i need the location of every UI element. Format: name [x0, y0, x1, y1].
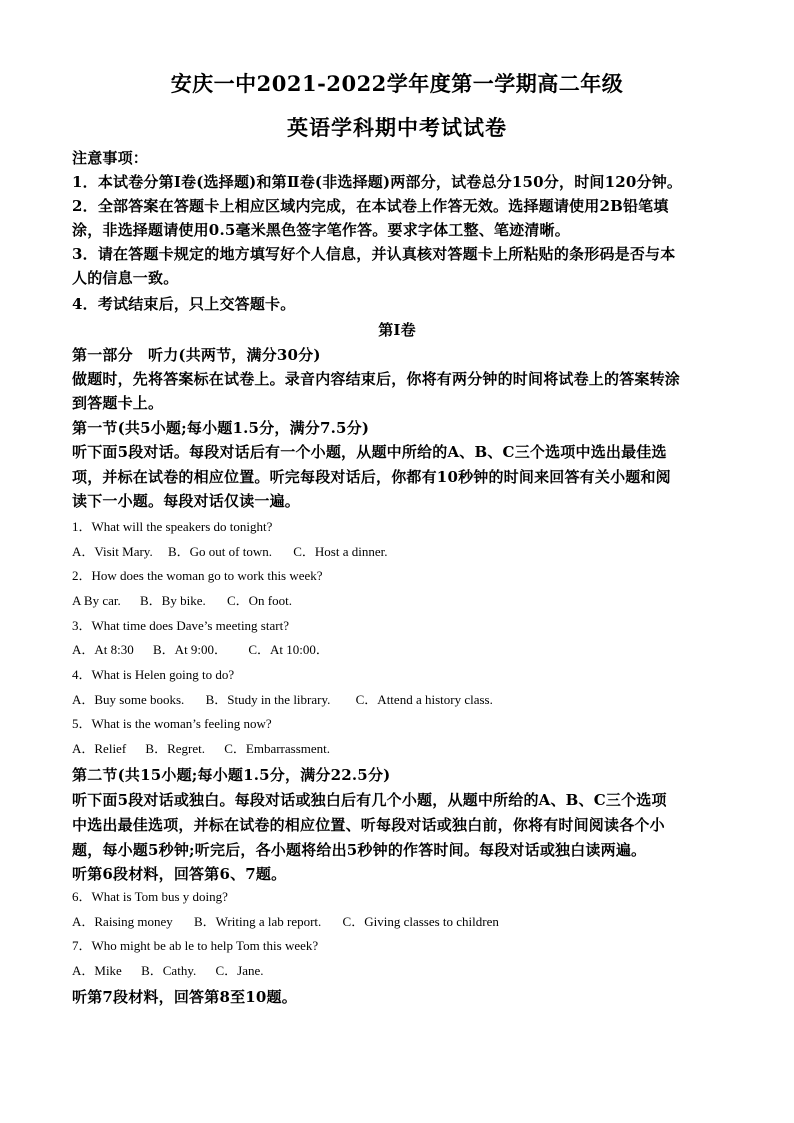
option-c: C．Giving classes to children — [342, 914, 499, 929]
question-text: 3．What time does Dave’s meeting start? — [72, 618, 289, 633]
option-b: B．Cathy. — [141, 963, 197, 978]
note-2b: 涂，非选择题请使用0.5毫米黑色签字笔作答。要求字体工整、笔迹清晰。 — [72, 221, 570, 239]
question-text: 2．How does the woman go to work this week? — [72, 568, 323, 583]
listen-instruction-7: 听第7段材料，回答第8至10题。 — [72, 988, 297, 1006]
question-options — [72, 640, 329, 660]
option-c: C．Jane. — [215, 963, 264, 978]
part1-heading: 第一部分 听力(共两节，满分30分) — [72, 346, 321, 364]
option-a: A．Buy some books. — [72, 692, 185, 707]
option-b: B．By bike. — [140, 593, 206, 608]
option-c: C．On foot. — [226, 593, 292, 608]
option-b: B．Go out of town. — [167, 544, 272, 559]
option-a: A．Mike — [72, 963, 122, 978]
exam-title-subject: 英语学科期中考试试卷 — [287, 115, 507, 140]
question-options — [72, 591, 292, 611]
option-c: C．Host a dinner. — [293, 544, 388, 559]
listen-instruction-6: 听第6段材料，回答第6、7题。 — [72, 865, 287, 883]
option-a: A By car. — [72, 593, 121, 608]
note-1: 1．本试卷分第Ⅰ卷(选择题)和第Ⅱ卷(非选择题)两部分，试卷总分150分，时间120分钟。 — [72, 173, 683, 191]
question-options — [72, 542, 387, 562]
section1-heading: 第一节(共5小题;每小题1.5分，满分7.5分) — [72, 419, 370, 437]
question-text: 4．What is Helen going to do? — [72, 667, 235, 682]
option-b: B．At 9:00． — [153, 642, 228, 657]
question-text: 7．Who might be ab le to help Tom this week? — [72, 938, 319, 953]
question-options — [72, 961, 264, 981]
question-options — [72, 912, 499, 932]
note-3b: 人的信息一致。 — [72, 269, 179, 287]
option-b: B．Study in the library. — [205, 692, 331, 707]
exam-title-school: 安庆一中2021-2022学年度第一学期高二年级 — [170, 71, 624, 96]
option-c: C．Attend a history class. — [355, 692, 493, 707]
question-options — [72, 690, 493, 710]
option-b: B．Regret. — [145, 741, 205, 756]
section1-intro-a: 听下面5段对话。每段对话后有一个小题，从题中所给的A、B、C三个选项中选出最佳选 — [72, 443, 667, 461]
notes-heading: 注意事项： — [72, 149, 149, 167]
option-a: A．At 8:30 — [72, 642, 134, 657]
part1-intro-a: 做题时，先将答案标在试卷上。录音内容结束后，你将有两分钟的时间将试卷上的答案转涂 — [72, 370, 681, 388]
option-a: A．Raising money — [72, 914, 173, 929]
question-options — [72, 739, 330, 759]
option-c: C．Embarrassment. — [224, 741, 331, 756]
option-b: B．Writing a lab report. — [194, 914, 322, 929]
section2-heading: 第二节(共15小题;每小题1.5分，满分22.5分) — [72, 766, 391, 784]
question-text: 1．What will the speakers do tonight? — [72, 519, 273, 534]
note-4: 4．考试结束后，只上交答题卡。 — [72, 295, 296, 313]
section2-intro-a: 听下面5段对话或独白。每段对话或独白后有几个小题，从题中所给的A、B、C三个选项 — [72, 791, 667, 809]
section2-intro-c: 题，每小题5秒钟;听完后，各小题将给出5秒钟的作答时间。每段对话或独白读两遍。 — [72, 841, 647, 859]
option-a: A．Relief — [72, 741, 127, 756]
section1-intro-c: 读下一小题。每段对话仅读一遍。 — [72, 492, 301, 510]
volume-heading: 第Ⅰ卷 — [378, 321, 416, 339]
section1-intro-b: 项，并标在试卷的相应位置。听完每段对话后，你都有10秒钟的时间来回答有关小题和阅 — [72, 468, 671, 486]
option-c: C．At 10:00． — [248, 642, 329, 657]
option-a: A．Visit Mary. — [72, 544, 153, 559]
part1-intro-b: 到答题卡上。 — [72, 394, 164, 412]
note-2a: 2．全部答案在答题卡上相应区域内完成，在本试卷上作答无效。选择题请使用2B铅笔填 — [72, 197, 669, 215]
section2-intro-b: 中选出最佳选项，并标在试卷的相应位置、听每段对话或独白前，你将有时间阅读各个小 — [72, 816, 665, 834]
note-3a: 3．请在答题卡规定的地方填写好个人信息，并认真核对答题卡上所粘贴的条形码是否与本 — [72, 245, 676, 263]
question-text: 6．What is Tom bus y doing? — [72, 889, 228, 904]
question-text: 5．What is the woman’s feeling now? — [72, 716, 272, 731]
